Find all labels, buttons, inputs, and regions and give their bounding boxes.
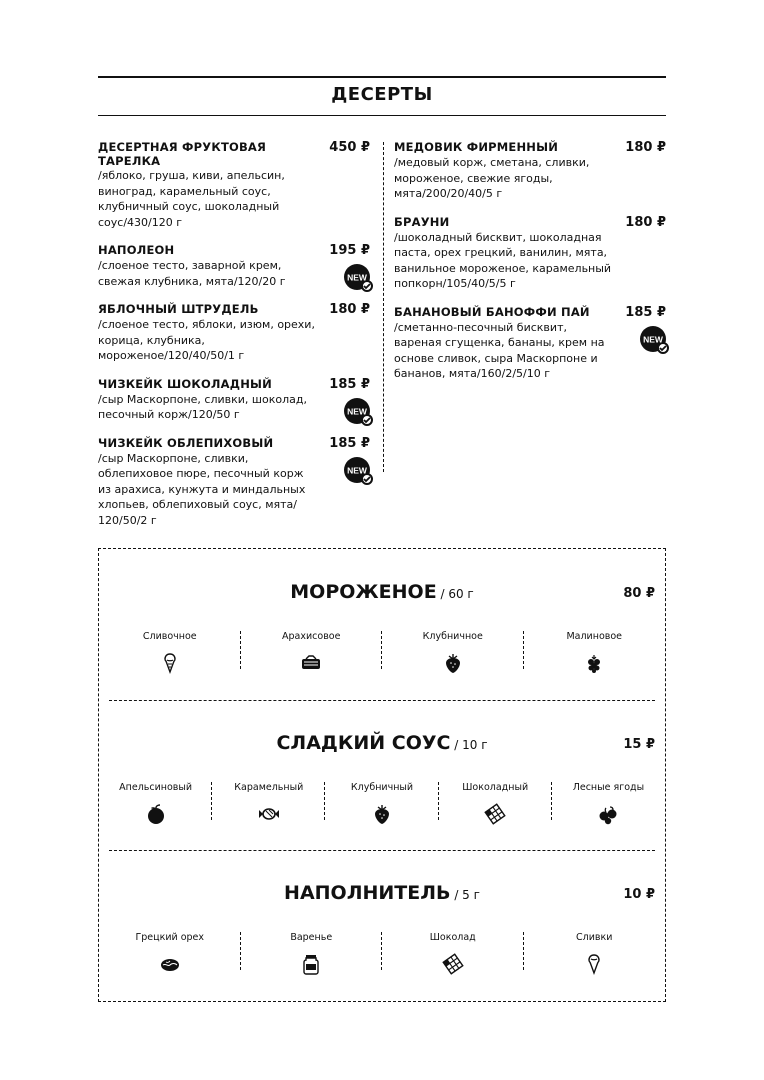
flavor-label: Клубничный <box>350 782 414 793</box>
flavor-option <box>241 932 383 976</box>
extras-section <box>99 700 665 850</box>
flavor-option <box>241 631 383 675</box>
flavor-label: Арахисовое <box>282 631 341 642</box>
menu-item <box>98 243 370 289</box>
menu-item-description: /слоеное тесто, заварной крем, свежая клубника, мята/120/20 г <box>98 259 286 288</box>
menu-item <box>98 302 370 364</box>
menu-item-name: ЧИЗКЕЙК ОБЛЕПИХОВЫЙ <box>98 435 274 450</box>
section-price: 80 ₽ <box>623 586 655 601</box>
flavor-label: Грецкий орех <box>135 932 205 943</box>
ice-cream-icon <box>158 651 182 675</box>
menu-item-header <box>394 140 666 155</box>
menu-item-description: /медовый корж, сметана, сливки, мороженое, свежие ягоды, мята/200/20/40/5 г <box>394 156 590 200</box>
chocolate-icon <box>441 952 465 976</box>
candy-icon <box>257 802 281 826</box>
menu-item-price: 180 ₽ <box>625 140 666 155</box>
extras-section <box>99 850 665 1001</box>
flavor-label: Варенье <box>290 932 333 943</box>
menu-item-header <box>98 377 370 392</box>
raspberry-icon <box>582 651 606 675</box>
menu-item-price: 180 ₽ <box>625 214 666 230</box>
menu-item-header <box>98 243 370 258</box>
section-price: 15 ₽ <box>623 737 655 752</box>
new-badge-text: NEW <box>347 406 367 416</box>
flavor-option <box>212 782 325 826</box>
flavor-option <box>439 782 552 826</box>
new-badge-icon <box>342 396 374 428</box>
flavor-label: Малиновое <box>566 631 623 642</box>
section-name: СЛАДКИЙ СОУС <box>276 732 451 754</box>
flavor-label: Клубничное <box>422 631 483 642</box>
section-title <box>99 732 665 754</box>
flavor-option <box>382 932 524 976</box>
flavor-option <box>99 932 241 976</box>
menu-item-name: МЕДОВИК ФИРМЕННЫЙ <box>394 140 559 154</box>
section-title <box>99 882 665 904</box>
menu-item-header <box>98 302 370 317</box>
menu-item-price: 185 ₽ <box>329 376 370 392</box>
menu-item-price: 185 ₽ <box>625 304 666 320</box>
menu-item-description: /сыр Маскорпоне, сливки, облепиховое пюре, песочный корж из арахиса, кунжута и миндальных хлопьев, облепиховый соус, мята/ 120/50/2 г <box>98 451 306 527</box>
menu-item-price: 195 ₽ <box>329 243 370 258</box>
flavor-option <box>325 782 438 826</box>
flavor-row <box>99 631 665 675</box>
menu-item-name: БРАУНИ <box>394 214 450 229</box>
menu-item-description: /яблоко, груша, киви, апельсин, виноград, карамельный соус, клубничный соус, шоколадный соус/430/120 г <box>98 169 285 229</box>
menu-item-header <box>394 305 666 320</box>
menu-item-name: ДЕСЕРТНАЯ ФРУКТОВАЯ ТАРЕЛКА <box>98 140 267 168</box>
extras-box <box>98 548 666 1002</box>
flavor-label: Шоколад <box>429 932 476 943</box>
menu-item-description: /сметанно-песочный бисквит, вареная сгущенка, бананы, крем на основе сливок, сыра Маскорпоне и бананов, мята/160/2/5/10 г <box>394 320 605 380</box>
strawberry-icon <box>441 651 465 675</box>
section-title <box>99 581 665 603</box>
flavor-option <box>99 782 212 826</box>
header-rule-top <box>98 76 666 78</box>
right-menu-column <box>394 140 666 395</box>
flavor-row <box>99 782 665 826</box>
menu-item-header <box>98 140 370 168</box>
new-badge-text: NEW <box>643 334 663 344</box>
berries-icon <box>596 802 620 826</box>
menu-item-name: ЧИЗКЕЙК ШОКОЛАДНЫЙ <box>98 376 272 391</box>
new-badge-icon <box>342 455 374 487</box>
menu-item-description: /шоколадный бисквит, шоколадная паста, орех грецкий, ванилин, мята, ванильное мороженое, карамельный попкорн/105/40/5/5 г <box>394 230 612 290</box>
section-weight: / 60 г <box>436 587 474 601</box>
menu-item-price: 450 ₽ <box>329 140 370 155</box>
page-title: ДЕСЕРТЫ <box>331 84 433 105</box>
section-weight: / 10 г <box>450 738 488 752</box>
flavor-option <box>524 631 666 675</box>
new-badge-icon <box>342 262 374 294</box>
menu-item-price: 180 ₽ <box>329 302 370 317</box>
jam-jar-icon <box>299 952 323 976</box>
flavor-row <box>99 932 665 976</box>
menu-item-description: /слоеное тесто, яблоки, изюм, орехи, корица, клубника, мороженое/120/40/50/1 г <box>98 318 315 362</box>
flavor-option <box>99 631 241 675</box>
menu-item-price: 185 ₽ <box>329 435 370 451</box>
menu-item-header <box>394 215 666 230</box>
flavor-option <box>552 782 665 826</box>
menu-item <box>98 140 370 230</box>
flavor-label: Сливки <box>576 932 613 943</box>
menu-item-name: НАПОЛЕОН <box>98 243 175 257</box>
walnut-icon <box>158 952 182 976</box>
flavor-option <box>382 631 524 675</box>
flavor-label: Карамельный <box>234 782 304 793</box>
strawberry-icon <box>370 802 394 826</box>
menu-item-header <box>98 436 370 451</box>
flavor-label: Сливочное <box>142 631 197 642</box>
flavor-option <box>524 932 666 976</box>
cream-icon <box>582 952 606 976</box>
section-name: НАПОЛНИТЕЛЬ <box>284 882 451 904</box>
menu-item <box>98 377 370 423</box>
flavor-label: Шоколадный <box>462 782 529 793</box>
menu-item <box>394 305 666 382</box>
peanut-icon <box>299 651 323 675</box>
flavor-label: Лесные ягоды <box>572 782 645 793</box>
new-badge-icon <box>638 324 670 356</box>
menu-item-name: ЯБЛОЧНЫЙ ШТРУДЕЛЬ <box>98 302 259 316</box>
column-divider <box>383 142 384 472</box>
section-weight: / 5 г <box>450 888 480 902</box>
section-name: МОРОЖЕНОЕ <box>290 581 437 603</box>
menu-item-description: /сыр Маскорпоне, сливки, шоколад, песочный корж/120/50 г <box>98 392 307 421</box>
menu-item <box>394 140 666 202</box>
orange-icon <box>144 802 168 826</box>
left-menu-column <box>98 140 370 541</box>
chocolate-icon <box>483 802 507 826</box>
extras-section <box>99 549 665 700</box>
new-badge-text: NEW <box>347 272 367 283</box>
new-badge-text: NEW <box>347 465 367 475</box>
section-price: 10 ₽ <box>623 887 655 902</box>
header-rule-bottom <box>98 115 666 116</box>
menu-item <box>394 215 666 292</box>
menu-item <box>98 436 370 529</box>
flavor-label: Апельсиновый <box>119 782 193 793</box>
menu-item-name: БАНАНОВЫЙ БАНОФФИ ПАЙ <box>394 304 590 319</box>
